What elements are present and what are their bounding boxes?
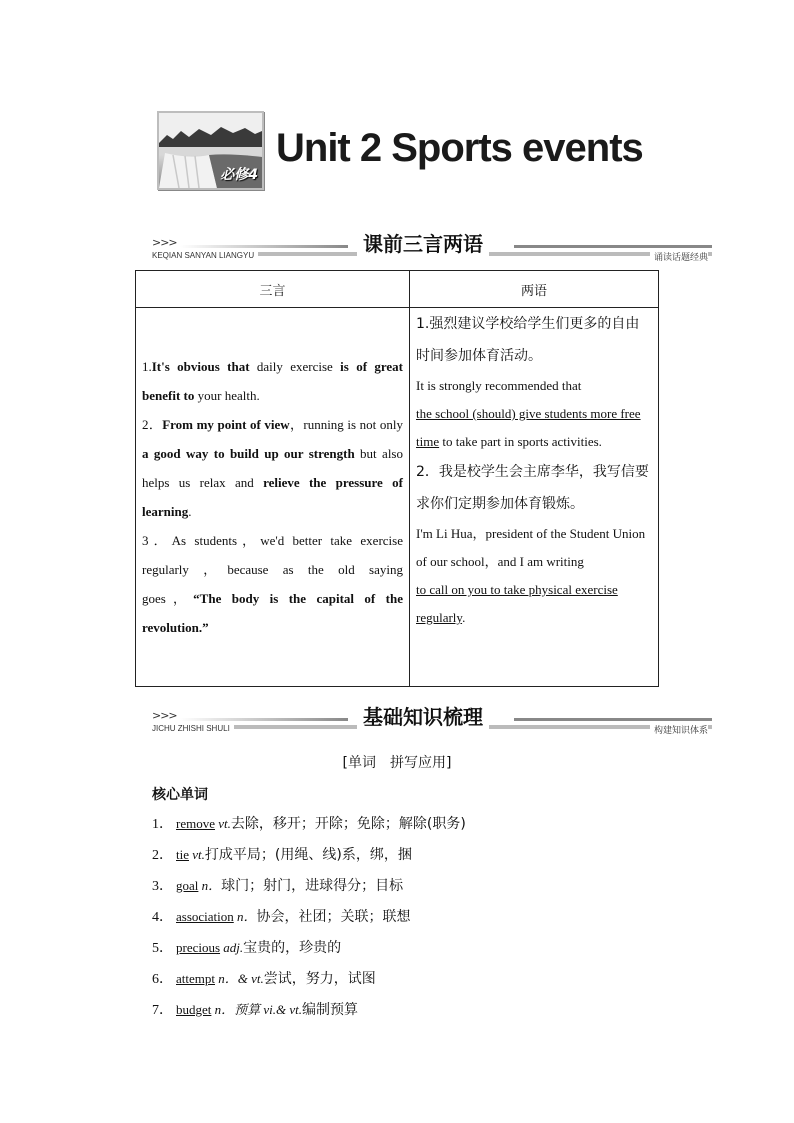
section-header-1: [152, 232, 712, 264]
chevron-right-icon: >>>: [152, 709, 177, 722]
divider: [180, 245, 348, 248]
table-header-row: [136, 271, 659, 308]
liangyu-cell: [410, 308, 659, 687]
answer-1: the school (should) give students more free time: [416, 406, 641, 449]
section-title: 基础知识梳理: [357, 701, 489, 730]
divider: [514, 718, 712, 721]
phrases-table: [135, 270, 659, 687]
vocab-list: [152, 812, 466, 1029]
vocab-subheading: [单词 拼写应用]: [342, 755, 452, 771]
badge-label: 必修4: [220, 167, 258, 183]
core-words-label: 核心单词: [152, 787, 208, 803]
chevron-right-icon: >>>: [152, 236, 177, 249]
list-item: 7． budget n．预算 vi.& vt.编制预算: [152, 1002, 359, 1018]
book-badge-image: [157, 111, 264, 190]
section-header-2: [152, 705, 712, 737]
section-pinyin: JICHU ZHISHI SHULI: [152, 724, 234, 733]
section-subtitle: 诵读话题经典: [650, 250, 708, 263]
section-pinyin: KEQIAN SANYAN LIANGYU: [152, 251, 258, 260]
column-header-liangyu: 两语: [410, 271, 659, 308]
prompt-2-chinese: 2．我是校学生会主席李华，我写信要求你们定期参加体育锻炼。: [416, 464, 649, 512]
list-item: 5． precious adj.宝贵的，珍贵的: [152, 940, 342, 956]
list-item: 3． goal n．球门；射门，进球得分；目标: [152, 878, 404, 894]
prompt-1-chinese: 1.强烈建议学校给学生们更多的自由时间参加体育活动。: [416, 316, 640, 364]
sentence-3: 3．As students，we'd better take exercise regularly ，because as the old saying goes，“The body is the capital of the revolution.”: [142, 533, 403, 635]
unit-title: Unit 2 Sports events: [276, 126, 643, 170]
section-subtitle: 构建知识体系: [650, 723, 708, 736]
answer-2: to call on you to take physical exercise regularly: [416, 582, 618, 625]
list-item: 1． remove vt.去除，移开；开除；免除；解除(职务): [152, 816, 466, 832]
column-header-sanyan: 三言: [136, 271, 410, 308]
list-item: 6． attempt n．& vt.尝试，努力，试图: [152, 971, 376, 987]
section-title: 课前三言两语: [357, 228, 489, 257]
divider: [180, 718, 348, 721]
prompt-1-english: It is strongly recommended that the school (should) give students more free time to take part in sports activities.: [416, 378, 641, 449]
prompt-2-english: I'm Li Hua，president of the Student Union of our school，and I am writing to call on you to take physical exercise regularly.: [416, 526, 646, 625]
list-item: 2． tie vt.打成平局；(用绳、线)系，绑，捆: [152, 847, 412, 863]
divider: [514, 245, 712, 248]
sentence-1: 1.It's obvious that daily exercise is of great benefit to your health.: [142, 359, 404, 403]
sentence-2: 2．From my point of view，running is not only a good way to build up our strength but also helps us relax and relieve the pressure of learning.: [142, 417, 403, 519]
table-row: [136, 308, 659, 687]
sanyan-cell: [136, 308, 410, 687]
list-item: 4． association n．协会，社团；关联；联想: [152, 909, 411, 925]
